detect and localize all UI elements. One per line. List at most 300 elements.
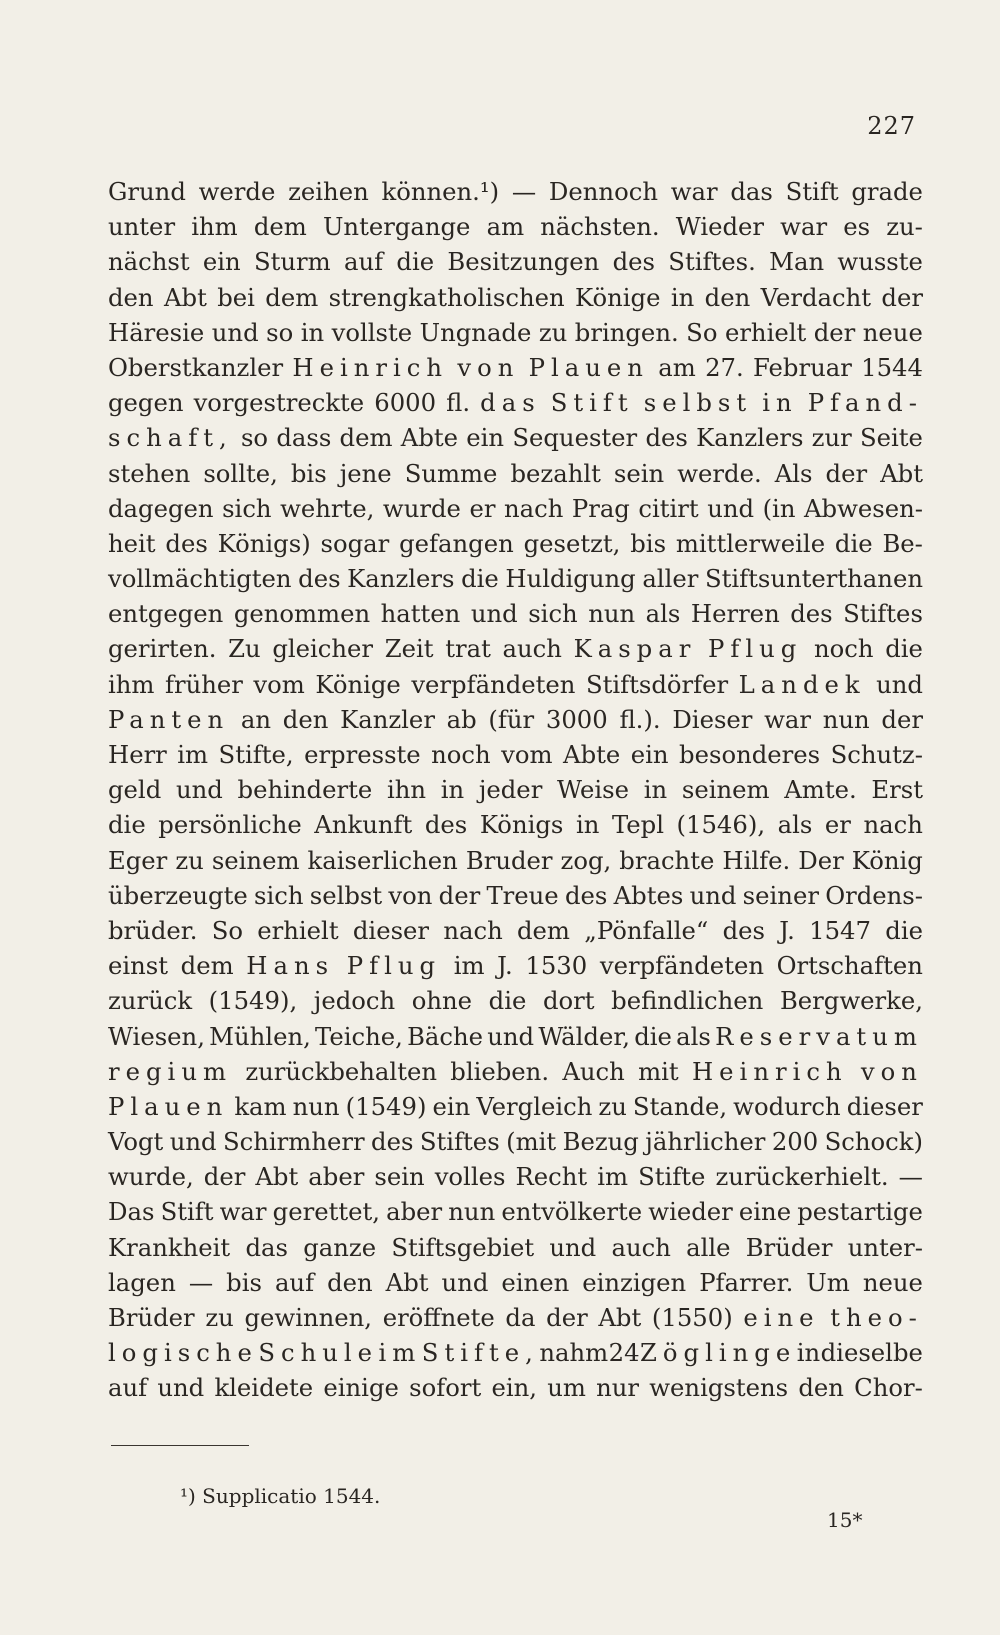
- word: Stift: [785, 177, 839, 206]
- word: von: [457, 352, 520, 382]
- word: Der: [798, 845, 844, 875]
- word: Brüder: [108, 1303, 195, 1332]
- word: im: [453, 951, 485, 981]
- word: —: [511, 177, 537, 206]
- word: Mühlen,: [209, 1021, 311, 1051]
- word: nur: [596, 1373, 640, 1403]
- word: Bruder: [465, 845, 553, 875]
- word: überzeugte: [108, 880, 248, 910]
- word: Zöglinge: [640, 1338, 797, 1368]
- word: Abt: [163, 282, 207, 312]
- word: Auch: [562, 1056, 625, 1086]
- word: so: [240, 423, 269, 453]
- word: strengkatholischen: [328, 282, 565, 312]
- word: sich: [253, 880, 304, 910]
- word: Untergange: [322, 212, 471, 242]
- word: Huldigung: [505, 564, 636, 594]
- word: sogar: [320, 528, 390, 558]
- word: er: [824, 810, 851, 840]
- text-line: [108, 244, 923, 279]
- word: gesetzt,: [523, 528, 621, 558]
- word: auf: [344, 247, 384, 277]
- word: zu: [175, 845, 204, 875]
- word: seinem: [681, 775, 770, 805]
- word: 6000: [374, 388, 437, 418]
- word: Panten: [108, 704, 230, 734]
- word: dieser: [352, 915, 430, 945]
- word: Stiftes.: [668, 247, 756, 277]
- word: 1547: [809, 915, 871, 945]
- word: in: [575, 810, 600, 840]
- word: auch: [502, 634, 562, 664]
- word: Könige: [575, 282, 661, 312]
- word: des: [424, 810, 468, 840]
- word: war: [764, 704, 812, 734]
- word: einst: [108, 951, 169, 981]
- word: ohne: [411, 986, 473, 1016]
- word: „Pönfalle“: [584, 915, 709, 945]
- footnote-divider: [111, 1445, 249, 1446]
- word: citirt: [638, 493, 699, 523]
- word: ein: [630, 740, 669, 769]
- word: seiner: [742, 880, 819, 910]
- word: Wälder,: [538, 1021, 631, 1051]
- word: der: [438, 880, 481, 910]
- word: Königs): [217, 528, 311, 558]
- word: —: [188, 1267, 214, 1297]
- word: Könige: [315, 669, 401, 699]
- word: sofort: [409, 1373, 482, 1403]
- word: das: [480, 388, 541, 418]
- text-line: [108, 1089, 923, 1124]
- word: stehen: [108, 458, 191, 488]
- word: (in: [762, 493, 796, 523]
- word: noch: [814, 634, 874, 664]
- text-line: [108, 526, 923, 561]
- word: bringen.: [574, 317, 679, 347]
- text-line: [108, 1019, 923, 1054]
- text-line: [108, 561, 923, 596]
- word: Heinrich: [292, 352, 449, 382]
- word: Stifte,: [218, 740, 294, 769]
- word: Sturm: [254, 247, 331, 277]
- text-line: [108, 280, 923, 315]
- word: auf: [108, 1373, 148, 1403]
- word: werde: [198, 177, 276, 206]
- word: Chor-: [854, 1373, 923, 1403]
- word: (1550): [651, 1303, 733, 1332]
- word: als: [676, 1021, 711, 1051]
- word: Abt: [255, 1162, 299, 1192]
- word: eröffnete: [382, 1303, 495, 1332]
- word: wurde: [382, 493, 461, 523]
- word: Pfarrer.: [699, 1267, 794, 1297]
- word: Herren: [690, 599, 780, 629]
- word: sich: [222, 493, 272, 523]
- word: Amte.: [784, 775, 857, 805]
- word: am: [658, 352, 696, 382]
- word: Wieder: [675, 212, 765, 242]
- word: als: [645, 599, 681, 629]
- word: Februar: [753, 352, 852, 382]
- text-line: [108, 1300, 923, 1335]
- word: gleicher: [272, 634, 374, 664]
- word: in: [440, 775, 465, 805]
- word: und: [707, 493, 755, 523]
- word: jene: [339, 458, 392, 488]
- word: Ortschaften: [776, 951, 923, 981]
- text-line: [108, 1159, 923, 1194]
- word: 1530: [525, 951, 588, 981]
- word: erpresste: [304, 740, 421, 769]
- word: im: [177, 740, 209, 769]
- word: So: [211, 915, 243, 945]
- text-line: [108, 1335, 923, 1370]
- word: ein: [432, 1091, 471, 1121]
- word: unter: [108, 212, 176, 242]
- word: des: [722, 915, 765, 945]
- word: da: [505, 1303, 536, 1332]
- word: (mit: [506, 1127, 557, 1157]
- word: entvölkerte: [501, 1197, 643, 1227]
- word: früher: [164, 669, 243, 699]
- word: des: [564, 880, 608, 910]
- word: in: [796, 1338, 821, 1368]
- word: brüder.: [108, 915, 198, 945]
- word: Bäche: [407, 1021, 484, 1051]
- word: Kanzler: [340, 704, 435, 734]
- word: Wiesen,: [108, 1021, 205, 1051]
- word: so: [266, 317, 294, 347]
- word: Seite: [860, 423, 923, 453]
- word: den: [798, 1373, 844, 1403]
- word: der: [546, 1303, 588, 1332]
- word: So: [686, 317, 718, 347]
- word: und: [470, 599, 518, 629]
- word: seinem: [211, 845, 300, 875]
- word: zu: [598, 1091, 627, 1121]
- word: Kaspar: [573, 634, 697, 664]
- word: nun: [292, 1091, 340, 1121]
- word: (1546),: [676, 810, 766, 840]
- word: verpfändeten: [411, 669, 576, 699]
- word: vollste: [331, 317, 413, 347]
- word: Stiftsdörfer: [585, 669, 729, 699]
- word: zurück: [108, 986, 193, 1016]
- word: Ankunft: [314, 810, 413, 840]
- word: und: [689, 880, 737, 910]
- word: Zu: [228, 634, 261, 664]
- word: volles: [434, 1162, 506, 1192]
- word: dem: [253, 212, 307, 242]
- word: Pfand-: [807, 388, 923, 418]
- word: Prag: [571, 493, 630, 523]
- word: Häresie: [108, 317, 205, 347]
- word: gegen: [108, 388, 184, 418]
- word: von: [388, 880, 433, 910]
- word: trat: [445, 634, 491, 664]
- word: brachte: [619, 845, 715, 875]
- signature-mark: 15*: [827, 1508, 863, 1532]
- word: neue: [862, 1267, 923, 1297]
- word: jedoch: [313, 986, 396, 1016]
- word: Eger: [108, 845, 168, 875]
- word: Teiche,: [315, 1021, 403, 1051]
- word: unter-: [847, 1232, 923, 1262]
- word: eine: [738, 1197, 792, 1227]
- word: neue: [862, 317, 923, 347]
- word: Abt: [385, 1267, 429, 1297]
- word: und: [157, 1373, 205, 1403]
- word: der: [203, 1162, 246, 1192]
- word: dem: [265, 282, 319, 312]
- word: besonderes: [679, 740, 821, 769]
- word: wurde,: [108, 1162, 194, 1192]
- text-line: [108, 456, 923, 491]
- word: und: [211, 317, 259, 347]
- word: 1544: [861, 352, 923, 382]
- word: Plauen: [108, 1091, 229, 1121]
- word: Pflug: [708, 634, 803, 664]
- word: dem: [180, 951, 234, 981]
- word: 200: [771, 1127, 819, 1157]
- word: fl.).: [619, 704, 661, 734]
- word: mit: [638, 1056, 679, 1086]
- text-line: [108, 702, 923, 737]
- word: ab: [446, 704, 477, 734]
- word: ein,: [491, 1373, 537, 1403]
- word: Stift: [550, 388, 634, 418]
- word: die: [834, 528, 873, 558]
- text-line: [108, 807, 923, 842]
- word: um: [547, 1373, 586, 1403]
- word: die: [634, 1021, 672, 1051]
- word: bis: [290, 458, 327, 488]
- word: dieser: [846, 1091, 923, 1121]
- word: er: [469, 493, 496, 523]
- text-line: [108, 1194, 923, 1229]
- text-line: [108, 420, 923, 455]
- word: Stifte,: [421, 1338, 539, 1368]
- word: (für: [488, 704, 535, 734]
- word: selbst: [309, 880, 383, 910]
- word: bis: [630, 528, 667, 558]
- word: nächsten.: [540, 212, 660, 242]
- word: von: [860, 1056, 923, 1086]
- word: einen: [501, 1267, 570, 1297]
- word: 27.: [705, 352, 744, 382]
- word: Zeit: [384, 634, 434, 664]
- word: gerirten.: [108, 634, 217, 664]
- word: dieselbe: [820, 1338, 923, 1368]
- word: selbst: [643, 388, 753, 418]
- word: und: [487, 1021, 535, 1051]
- word: wehrte,: [280, 493, 375, 523]
- word: Abte: [563, 740, 621, 769]
- word: erhielt: [257, 915, 339, 945]
- word: des: [298, 564, 341, 594]
- word: des: [165, 528, 208, 558]
- word: Das: [108, 1197, 155, 1227]
- word: Als: [774, 458, 813, 488]
- word: Plauen: [528, 352, 649, 382]
- word: im: [597, 1162, 629, 1192]
- word: Dennoch: [548, 177, 658, 206]
- word: logische: [108, 1338, 258, 1368]
- word: ganze: [303, 1232, 377, 1262]
- word: zurückerhielt.: [715, 1162, 889, 1192]
- word: dagegen: [108, 493, 214, 523]
- word: gewinnen,: [244, 1303, 373, 1332]
- word: Stande,: [632, 1091, 728, 1121]
- word: kleidete: [214, 1373, 314, 1403]
- word: Stiftsgebiet: [391, 1232, 535, 1262]
- word: (1549),: [208, 986, 298, 1016]
- word: zu: [538, 317, 568, 347]
- word: in: [643, 775, 668, 805]
- word: König: [851, 845, 923, 875]
- word: dass: [276, 423, 332, 453]
- word: genommen: [233, 599, 371, 629]
- word: gefangen: [399, 528, 514, 558]
- word: theo-: [830, 1303, 923, 1332]
- word: hatten: [380, 599, 461, 629]
- word: in: [670, 282, 695, 312]
- word: im: [378, 1338, 422, 1368]
- word: Stiftsunterthanen: [704, 564, 923, 594]
- word: kam: [234, 1091, 287, 1121]
- body-text: [108, 174, 923, 1406]
- text-line: [108, 174, 923, 209]
- word: noch: [431, 740, 491, 769]
- word: sich: [528, 599, 578, 629]
- word: können.¹): [381, 177, 500, 206]
- text-line: [108, 491, 923, 526]
- word: Kanzlers: [347, 564, 455, 594]
- word: 3000: [545, 704, 608, 734]
- word: auf: [274, 1267, 315, 1297]
- word: in: [762, 388, 798, 418]
- word: mittlerweile: [675, 528, 826, 558]
- word: Bergwerke,: [779, 986, 923, 1016]
- word: sein: [374, 1162, 425, 1192]
- word: pestartige: [797, 1197, 923, 1227]
- word: nach: [443, 915, 503, 945]
- word: Schirmherr: [223, 1127, 365, 1157]
- word: J.: [497, 951, 513, 981]
- word: als: [777, 810, 813, 840]
- word: an: [240, 704, 272, 734]
- word: Vogt: [108, 1127, 164, 1157]
- word: Sequester: [512, 423, 638, 453]
- word: vom: [253, 669, 305, 699]
- word: nun: [822, 704, 870, 734]
- word: zu-: [886, 212, 923, 242]
- page-number: 227: [867, 112, 916, 140]
- word: die: [885, 915, 923, 945]
- word: das: [245, 1232, 288, 1262]
- word: das: [730, 177, 773, 206]
- text-line: [108, 385, 923, 420]
- word: nach: [503, 493, 564, 523]
- word: Tepl: [611, 810, 664, 840]
- word: 24: [608, 1338, 640, 1368]
- word: aber: [308, 1162, 365, 1192]
- text-line: [108, 667, 923, 702]
- word: des: [371, 1127, 414, 1157]
- word: des: [612, 247, 656, 277]
- word: befindlichen: [611, 986, 764, 1016]
- word: Abtes: [613, 880, 684, 910]
- text-line: [108, 1124, 923, 1159]
- word: nahm: [539, 1338, 609, 1368]
- word: Be-: [882, 528, 923, 558]
- text-line: [108, 1054, 923, 1089]
- word: eine: [743, 1303, 820, 1332]
- word: —: [898, 1162, 923, 1192]
- word: erhielt: [724, 317, 807, 347]
- word: jeder: [478, 775, 543, 805]
- word: den: [704, 282, 751, 312]
- word: Ordens-: [825, 880, 923, 910]
- word: wodurch: [733, 1091, 841, 1121]
- word: ein: [466, 423, 505, 453]
- word: auch: [611, 1232, 671, 1262]
- word: wenigstens: [649, 1373, 789, 1403]
- word: schaft,: [108, 423, 233, 453]
- word: alle: [686, 1232, 731, 1262]
- word: aller: [642, 564, 699, 594]
- word: Herr: [108, 740, 167, 769]
- word: heit: [108, 528, 156, 558]
- word: kaiserlichen: [307, 845, 458, 875]
- text-line: [108, 1265, 923, 1300]
- word: den: [108, 282, 154, 312]
- word: Schule: [258, 1338, 379, 1368]
- text-line: [108, 948, 923, 983]
- word: ihn: [386, 775, 427, 805]
- word: nächst: [108, 247, 190, 277]
- word: J.: [779, 915, 795, 945]
- word: und: [876, 669, 923, 699]
- word: Hilfe.: [722, 845, 791, 875]
- word: dem: [339, 423, 393, 453]
- word: Besitzungen: [447, 247, 600, 277]
- word: behinderte: [237, 775, 373, 805]
- word: ihm: [108, 669, 155, 699]
- word: Abwesen-: [804, 493, 923, 523]
- word: nach: [863, 810, 923, 840]
- word: des: [790, 599, 833, 629]
- word: fl.: [446, 388, 471, 418]
- word: Erst: [871, 775, 923, 805]
- word: Man: [769, 247, 825, 277]
- word: wusste: [837, 247, 923, 277]
- word: die: [396, 247, 435, 277]
- word: persönliche: [158, 810, 302, 840]
- word: blieben.: [450, 1056, 550, 1086]
- text-line: [108, 1230, 923, 1265]
- text-line: [108, 913, 923, 948]
- word: es: [843, 212, 871, 242]
- word: grade: [851, 177, 923, 206]
- word: der: [881, 282, 923, 312]
- word: nun: [588, 599, 636, 629]
- word: Schutz-: [830, 740, 923, 769]
- word: geld: [108, 775, 162, 805]
- word: vollmächtigten: [108, 564, 292, 594]
- word: den: [282, 704, 329, 734]
